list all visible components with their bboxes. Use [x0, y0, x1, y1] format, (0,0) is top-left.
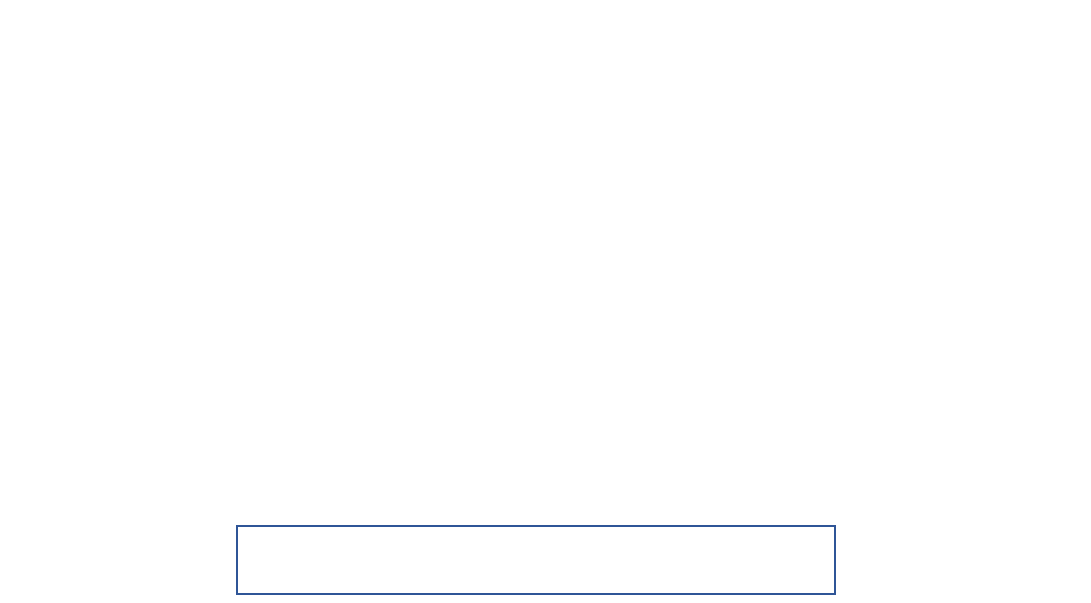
instruction-textbox[interactable] [236, 525, 836, 595]
instruction-text [247, 533, 825, 551]
